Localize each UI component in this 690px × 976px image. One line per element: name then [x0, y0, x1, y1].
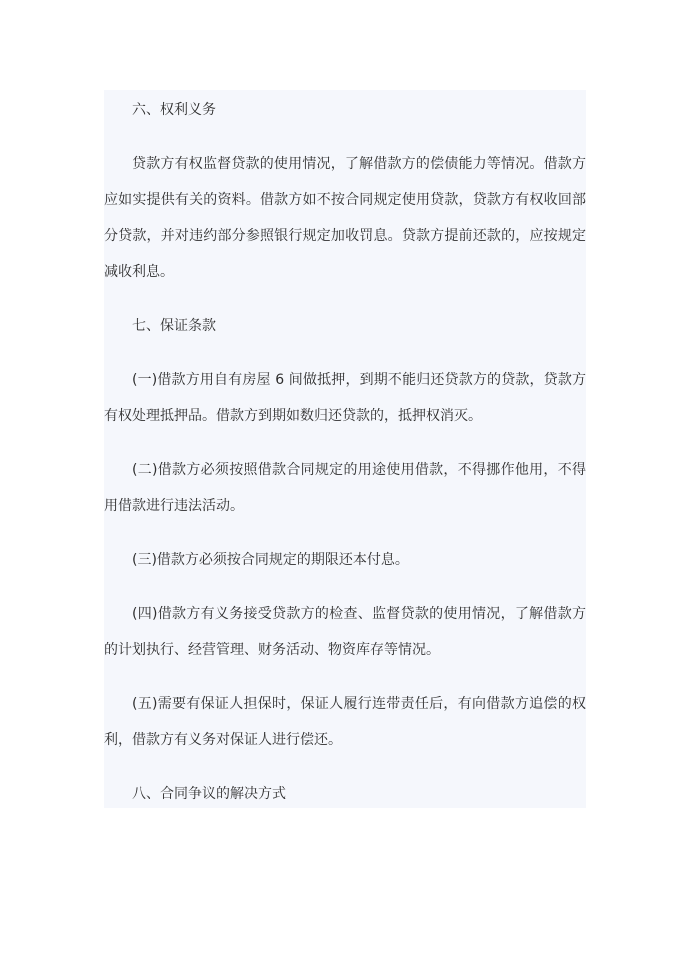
text-line: (四)借款方有义务接受贷款方的检查、监督贷款的使用情况，了解借款方 — [132, 606, 586, 622]
text-line: 的计划执行、经营管理、财务活动、物资库存等情况。 — [104, 642, 440, 658]
text-line: 贷款方有权监督贷款的使用情况，了解借款方的偿债能力等情况。借款方 — [132, 156, 586, 172]
text-line: 七、保证条款 — [132, 318, 216, 334]
section-heading — [104, 92, 586, 128]
paragraph — [104, 146, 586, 290]
text-line: 减收利息。 — [104, 264, 174, 280]
text-line: 有权处理抵押品。借款方到期如数归还贷款的，抵押权消灭。 — [104, 408, 482, 424]
section-heading — [104, 308, 586, 344]
text-line: 六、权利义务 — [132, 102, 216, 118]
text-line: 应如实提供有关的资料。借款方如不按合同规定使用贷款，贷款方有权收回部 — [104, 192, 586, 208]
text-line: (三)借款方必须按合同规定的期限还本付息。 — [132, 552, 409, 568]
text-line: (五)需要有保证人担保时，保证人履行连带责任后，有向借款方追偿的权 — [132, 696, 586, 712]
section-heading — [104, 776, 586, 808]
text-line: (一)借款方用自有房屋 6 间做抵押，到期不能归还贷款方的贷款，贷款方 — [132, 372, 586, 388]
paragraph — [104, 542, 586, 578]
text-line: (二)借款方必须按照借款合同规定的用途使用借款，不得挪作他用，不得 — [132, 462, 586, 478]
paragraph — [104, 452, 586, 524]
paragraph — [104, 596, 586, 668]
paragraph — [104, 362, 586, 434]
text-line: 分贷款，并对违约部分参照银行规定加收罚息。贷款方提前还款的，应按规定 — [104, 228, 586, 244]
paragraph — [104, 686, 586, 758]
text-line: 用借款进行违法活动。 — [104, 498, 244, 514]
document-page — [104, 90, 586, 808]
text-line: 利，借款方有义务对保证人进行偿还。 — [104, 732, 342, 748]
text-line: 八、合同争议的解决方式 — [132, 786, 286, 802]
